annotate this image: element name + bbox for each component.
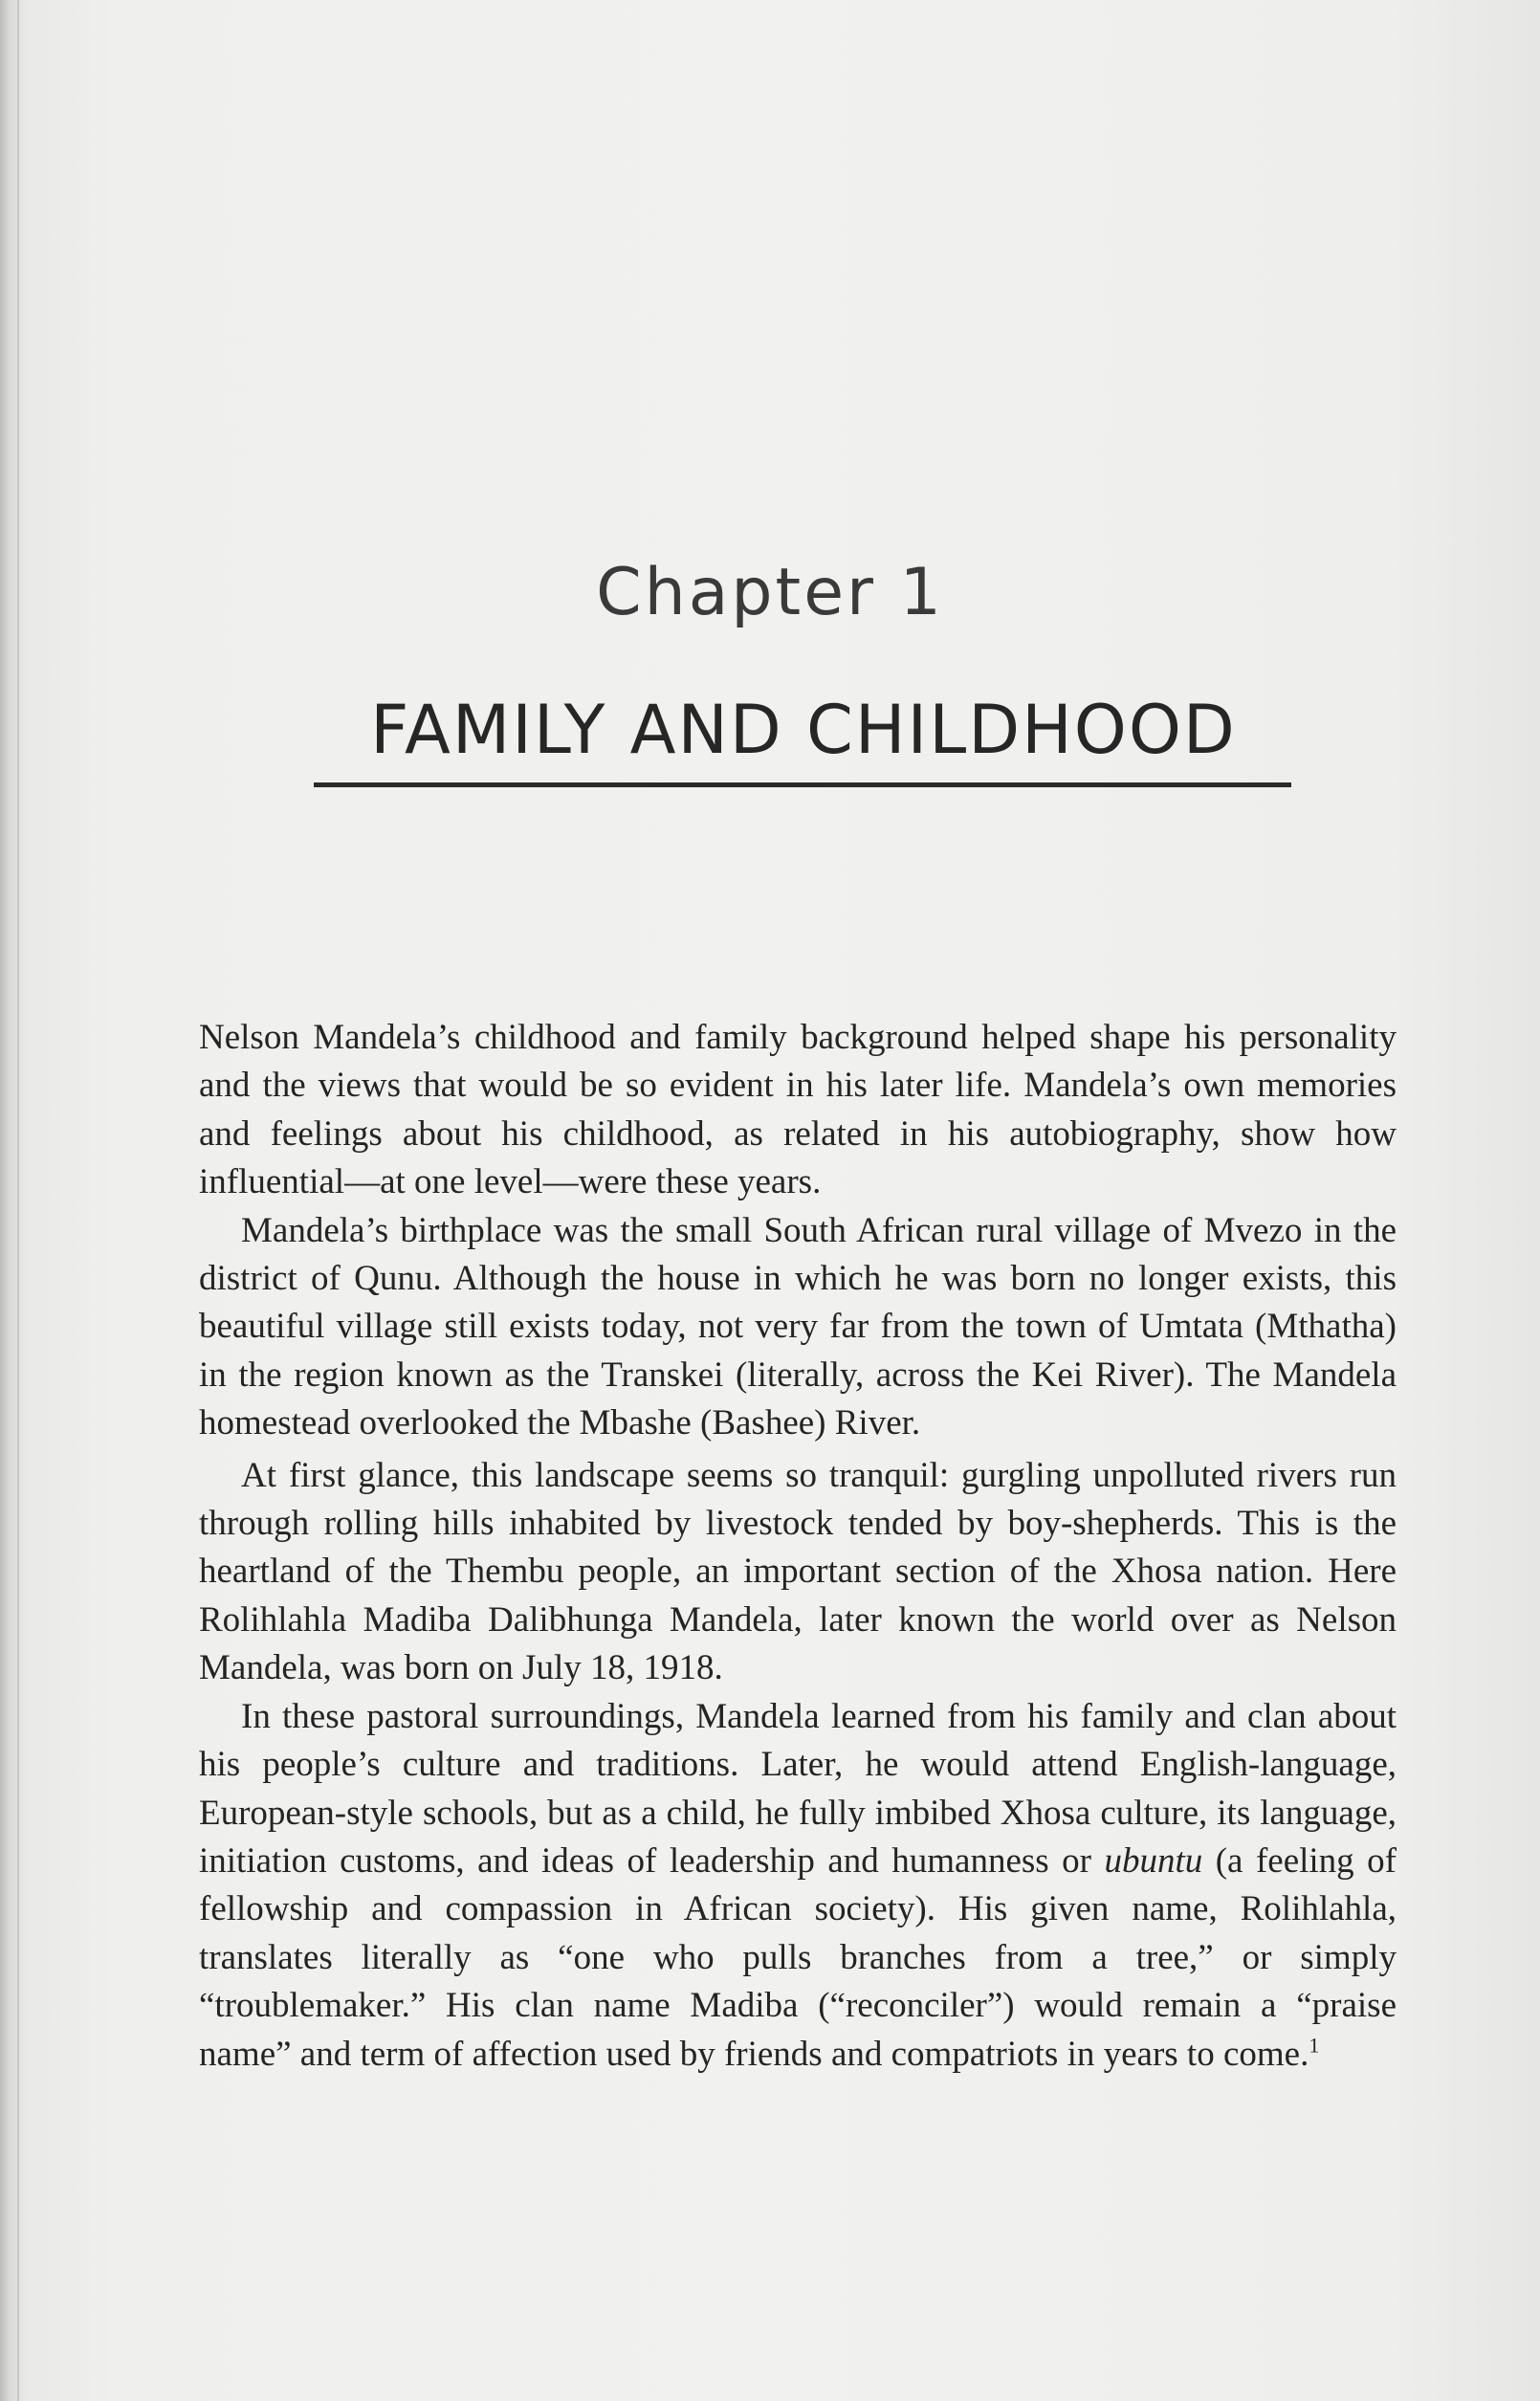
paragraph-4 [199,1693,1397,2079]
chapter-title: FAMILY AND CHILDHOOD [370,691,1237,769]
paragraph-4-text-start: In these pastoral surroundings, Mandela learned from his family and clan about his people’s culture and traditions. Later, he would attend English-language, European-style schools, but as a child, he fully imbibed Xhosa culture, its language, initiation customs, and ideas of leadership and humanness or [199,1696,1397,1881]
chapter-body [199,1014,1397,2079]
paragraph-4-text-end: (a feeling of fellowship and compassion in African society). His given name, Rolihlahla, translates literally as “one who pulls branches from a tree,” or simply “troublemaker.” His clan name Madiba (“reconciler”) would remain a “praise name” and term of affection used by friends and compatriots in years to come. [199,1840,1397,2074]
title-underline-rule [314,782,1291,787]
paragraph-3-text: At first glance, this landscape seems so tranquil: gurgling unpolluted rivers run through rolling hills inhabited by livestock tended by boy-shepherds. This is the heartland of the Thembu people, an important section of the Xhosa nation. Here Rolihlahla Madiba Dalibhunga Mandela, later known the world over as Nelson Mandela, was born on July 18, 1918. [199,1455,1397,1688]
page-spine-edge [17,0,19,2401]
footnote-reference: 1 [1309,2033,1320,2058]
paragraph-2-text: Mandela’s birthplace was the small South African rural village of Mvezo in the district of Qunu. Although the house in which he was born no longer exists, this beautiful village still exists today, not very far from the town of Umtata (Mthatha) in the region known as the Transkei (literally, across the Kei River). The Mandela homestead overlooked the Mbashe (Bashee) River. [199,1210,1397,1443]
paragraph-1-text: Nelson Mandela’s childhood and family background helped shape his personality and the views that would be so evident in his later life. Mandela’s own memories and feelings about his childhood, as related in his autobiography, show how influential—at one level—were these years. [199,1018,1397,1202]
paragraph-2 [199,1207,1397,1448]
paragraph-1 [199,1014,1397,1207]
chapter-number: Chapter 1 [596,555,944,630]
paragraph-3 [199,1452,1397,1693]
ubuntu-term: ubuntu [1104,1840,1203,1881]
